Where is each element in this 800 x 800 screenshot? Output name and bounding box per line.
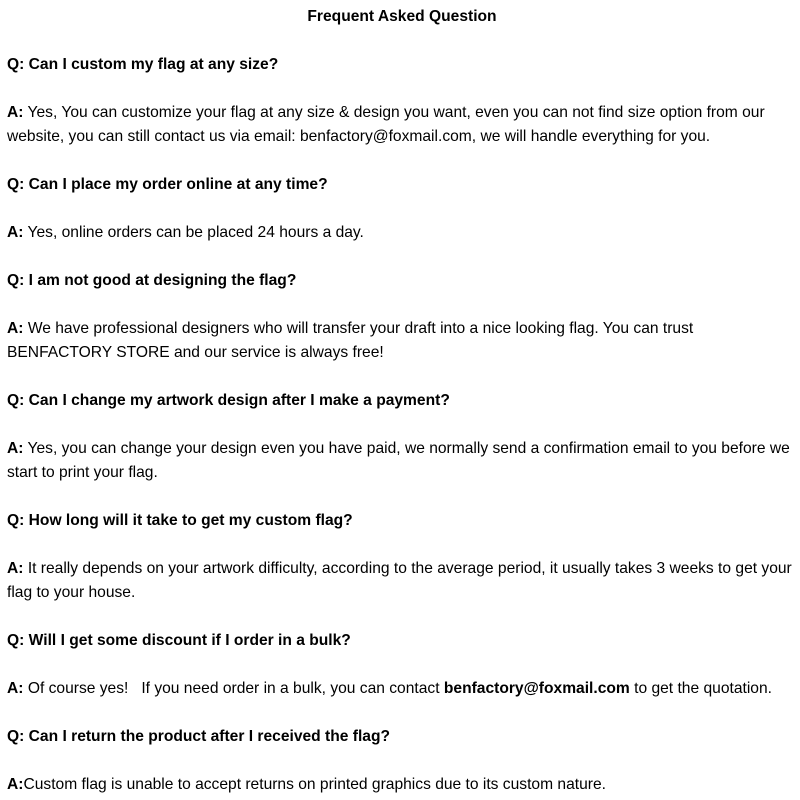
answer-text: We have professional designers who will transfer your draft into a nice looking flag. You can trust BENFACTORY STORE and our service is always free! [7, 320, 694, 361]
faq-answer-6 [7, 677, 797, 701]
answer-text: Of course yes! If you need order in a bulk, you can contact [27, 680, 444, 697]
faq-question-4 [7, 389, 797, 413]
answer-prefix: A: [7, 440, 24, 457]
faq-question-3 [7, 269, 797, 293]
faq-question-6 [7, 629, 797, 653]
answer-prefix: A: [7, 560, 24, 577]
faq-answer-3 [7, 317, 797, 365]
question-prefix: Q: [7, 728, 25, 745]
question-prefix: Q: [7, 392, 25, 409]
question-text: How long will it take to get my custom flag? [28, 512, 353, 529]
answer-text: Custom flag is unable to accept returns on printed graphics due to its custom nature. [23, 776, 606, 793]
question-text: Can I return the product after I received the flag? [28, 728, 390, 745]
faq-question-2 [7, 173, 797, 197]
page-title: Frequent Asked Question [307, 8, 497, 25]
question-text: Can I change my artwork design after I make a payment? [28, 392, 450, 409]
answer-prefix: A: [7, 680, 24, 697]
question-prefix: Q: [7, 632, 25, 649]
question-text: I am not good at designing the flag? [28, 272, 297, 289]
question-prefix: Q: [7, 272, 25, 289]
answer-prefix: A: [7, 104, 24, 121]
answer-prefix: A: [7, 320, 24, 337]
question-prefix: Q: [7, 56, 25, 73]
answer-prefix: A: [7, 224, 24, 241]
answer-text: Yes, You can customize your flag at any size & design you want, even you can not find size option from our website, you can still contact us via email: benfactory@foxmail.com, we will handle everything for you. [7, 104, 765, 145]
faq-question-5 [7, 509, 797, 533]
answer-text-end: to get the quotation. [629, 680, 772, 697]
faq-answer-2 [7, 221, 797, 245]
question-text: Will I get some discount if I order in a bulk? [28, 632, 351, 649]
faq-answer-5 [7, 557, 797, 605]
answer-text: Yes, you can change your design even you have paid, we normally send a confirmation email to you before we start to print your flag. [7, 440, 790, 481]
faq-question-7 [7, 725, 797, 749]
answer-text: It really depends on your artwork difficulty, according to the average period, it usually takes 3 weeks to get your flag to your house. [7, 560, 792, 601]
answer-prefix: A: [7, 776, 24, 793]
answer-text: Yes, online orders can be placed 24 hours a day. [27, 224, 364, 241]
faq-answer-7 [7, 773, 797, 797]
faq-question-1 [7, 53, 797, 77]
question-text: Can I custom my flag at any size? [28, 56, 279, 73]
contact-email-link[interactable]: benfactory@foxmail.com [443, 680, 630, 697]
faq-answer-1 [7, 101, 797, 149]
faq-answer-4 [7, 437, 797, 485]
question-prefix: Q: [7, 176, 25, 193]
question-prefix: Q: [7, 512, 25, 529]
question-text: Can I place my order online at any time? [28, 176, 328, 193]
